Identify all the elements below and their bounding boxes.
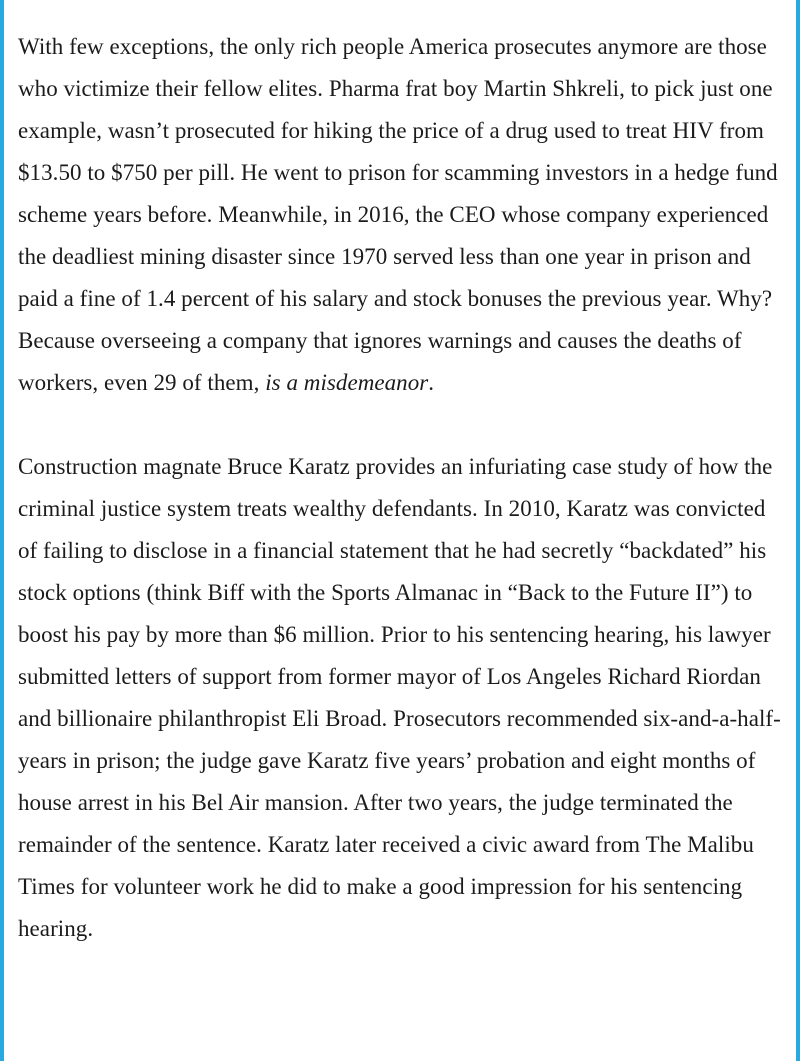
paragraph-1-text: With few exceptions, the only rich people America prosecutes anymore are those who victimize their fellow elites. Pharma frat boy Martin Shkreli, to pick just one example, wasn’t prosecuted for hiking the price of a drug used to treat HIV from $13.50 to $750 per pill. He went to prison for scamming investors in a hedge fund scheme years before. Meanwhile, in 2016, the CEO whose company experienced the deadliest mining disaster since 1970 served less than one year in prison and paid a fine of 1.4 percent of his salary and stock bonuses the previous year. Why? Because overseeing a company that ignores warnings and causes the deaths of workers, even 29 of them, — [18, 34, 778, 395]
paragraph-1-italic-text: is a misdemeanor — [265, 370, 429, 395]
paragraph-karatz-case — [18, 446, 788, 950]
left-accent-border — [0, 0, 4, 1061]
paragraph-2-text: Construction magnate Bruce Karatz provides an infuriating case study of how the criminal justice system treats wealthy defendants. In 2010, Karatz was convicted of failing to disclose in a financial statement that he had secretly “backdated” his stock options (think Biff with the Sports Almanac in “Back to the Future II”) to boost his pay by more than $6 million. Prior to his sentencing hearing, his lawyer submitted letters of support from former mayor of Los Angeles Richard Riordan and billionaire philanthropist Eli Broad. Prosecutors recommended six-and-a-half-years in prison; the judge gave Karatz five years’ probation and eight months of house arrest in his Bel Air mansion. After two years, the judge terminated the remainder of the sentence. Karatz later received a civic award from The Malibu Times for volunteer work he did to make a good impression for his sentencing hearing. — [18, 454, 781, 941]
paragraph-1-end-text: . — [428, 370, 435, 395]
right-accent-border — [796, 0, 800, 1061]
article-body — [18, 26, 788, 950]
paragraph-prosecution-of-elites — [18, 26, 788, 404]
